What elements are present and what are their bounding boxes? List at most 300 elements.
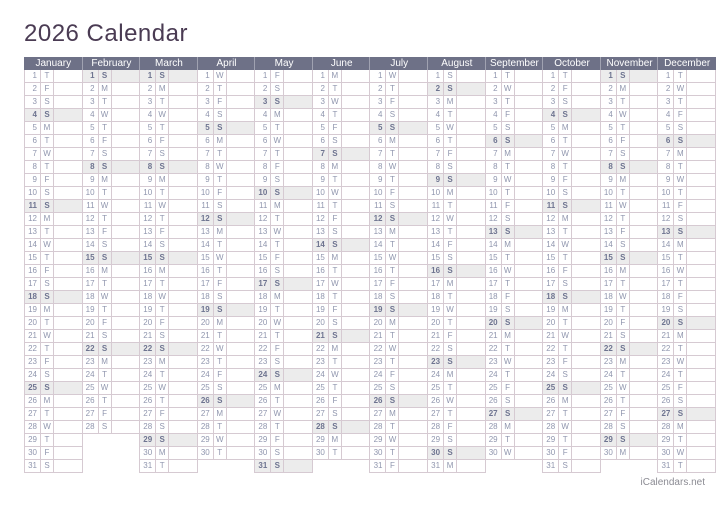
day-note: [283, 135, 313, 148]
day-number: 3: [254, 96, 270, 109]
day-number: 7: [657, 148, 673, 161]
day-note: [686, 122, 716, 135]
day-row: [312, 148, 371, 161]
day-row: [82, 304, 141, 317]
day-row: [427, 83, 486, 96]
day-note: [111, 226, 141, 239]
day-row: [312, 187, 371, 200]
day-row: [24, 330, 83, 343]
day-row: [542, 343, 601, 356]
day-row: [197, 317, 256, 330]
day-row: [657, 252, 716, 265]
day-row: [542, 96, 601, 109]
day-letter: T: [213, 265, 226, 278]
day-note: [571, 122, 601, 135]
day-number: 21: [312, 330, 328, 343]
day-note: [571, 96, 601, 109]
day-number: 3: [427, 96, 443, 109]
day-row: [600, 135, 659, 148]
day-letter: S: [155, 434, 168, 447]
day-letter: F: [443, 421, 456, 434]
day-number: 18: [657, 291, 673, 304]
day-letter: T: [98, 187, 111, 200]
day-row: [485, 395, 544, 408]
day-number: 21: [427, 330, 443, 343]
day-number: 11: [197, 200, 213, 213]
day-letter: S: [270, 83, 283, 96]
day-number: 17: [197, 278, 213, 291]
day-row: [427, 70, 486, 83]
day-note: [629, 395, 659, 408]
day-number: 12: [600, 213, 616, 226]
day-letter: T: [385, 330, 398, 343]
day-row: [427, 330, 486, 343]
day-row: [254, 447, 313, 460]
day-note: [341, 252, 371, 265]
day-row: [312, 83, 371, 96]
day-row: [254, 213, 313, 226]
day-number: 27: [312, 408, 328, 421]
day-note: [168, 187, 198, 200]
day-letter: S: [673, 317, 686, 330]
day-number: 21: [254, 330, 270, 343]
day-row: [139, 447, 198, 460]
day-row: [427, 135, 486, 148]
day-note: [283, 395, 313, 408]
day-letter: T: [501, 278, 514, 291]
day-row: [139, 187, 198, 200]
day-note: [226, 200, 256, 213]
day-row: [600, 317, 659, 330]
day-row: [657, 122, 716, 135]
day-number: 28: [197, 421, 213, 434]
day-note: [629, 96, 659, 109]
day-row: [657, 291, 716, 304]
day-number: 30: [24, 447, 40, 460]
day-number: 15: [657, 252, 673, 265]
day-number: 22: [485, 343, 501, 356]
day-row: [542, 148, 601, 161]
day-letter: W: [213, 343, 226, 356]
day-letter: T: [673, 460, 686, 473]
day-number: 2: [542, 83, 558, 96]
day-row: [254, 304, 313, 317]
day-row: [542, 252, 601, 265]
day-note: [398, 187, 428, 200]
day-letter: F: [328, 213, 341, 226]
day-note: [341, 239, 371, 252]
day-number: 7: [197, 148, 213, 161]
day-row: [139, 213, 198, 226]
day-note: [629, 434, 659, 447]
day-number: 3: [542, 96, 558, 109]
day-number: 15: [600, 252, 616, 265]
day-row: [657, 213, 716, 226]
day-letter: T: [673, 369, 686, 382]
day-row: [82, 291, 141, 304]
day-note: [111, 187, 141, 200]
day-row: [427, 382, 486, 395]
day-row: [657, 317, 716, 330]
day-row: [254, 200, 313, 213]
day-number: 9: [312, 174, 328, 187]
day-letter: W: [270, 226, 283, 239]
day-number: 18: [82, 291, 98, 304]
day-number: 23: [197, 356, 213, 369]
day-letter: T: [558, 434, 571, 447]
day-letter: S: [501, 395, 514, 408]
day-row: [657, 200, 716, 213]
day-number: 6: [427, 135, 443, 148]
day-number: 12: [254, 213, 270, 226]
day-letter: W: [98, 291, 111, 304]
day-row: [542, 122, 601, 135]
day-number: 7: [427, 148, 443, 161]
day-letter: M: [328, 161, 341, 174]
day-number: 11: [485, 200, 501, 213]
day-letter: T: [501, 187, 514, 200]
day-number: 3: [82, 96, 98, 109]
day-number: 1: [82, 70, 98, 83]
day-letter: T: [213, 148, 226, 161]
day-number: 21: [542, 330, 558, 343]
day-number: 21: [24, 330, 40, 343]
day-letter: S: [270, 356, 283, 369]
day-number: 18: [312, 291, 328, 304]
day-number: 4: [369, 109, 385, 122]
day-number: 21: [82, 330, 98, 343]
day-letter: M: [98, 265, 111, 278]
day-row: [542, 70, 601, 83]
day-note: [571, 421, 601, 434]
day-note: [456, 148, 486, 161]
day-number: 30: [254, 447, 270, 460]
day-letter: S: [98, 161, 111, 174]
day-note: [686, 421, 716, 434]
day-letter: T: [673, 161, 686, 174]
day-row: [312, 278, 371, 291]
day-row: [254, 460, 313, 473]
day-row: [600, 434, 659, 447]
day-note: [629, 213, 659, 226]
day-number: 10: [542, 187, 558, 200]
day-note: [398, 265, 428, 278]
day-letter: S: [270, 460, 283, 473]
day-number: 24: [427, 369, 443, 382]
day-number: 7: [24, 148, 40, 161]
day-row: [312, 174, 371, 187]
day-letter: M: [443, 96, 456, 109]
day-note: [629, 252, 659, 265]
day-letter: T: [558, 252, 571, 265]
day-letter: T: [558, 226, 571, 239]
day-number: 25: [139, 382, 155, 395]
day-row: [82, 135, 141, 148]
day-note: [226, 174, 256, 187]
day-number: 31: [542, 460, 558, 473]
day-note: [341, 161, 371, 174]
day-number: 19: [197, 304, 213, 317]
day-number: 27: [82, 408, 98, 421]
day-number: 8: [139, 161, 155, 174]
day-note: [168, 278, 198, 291]
day-letter: S: [616, 330, 629, 343]
day-number: 6: [542, 135, 558, 148]
day-number: 30: [600, 447, 616, 460]
day-number: 31: [139, 460, 155, 473]
day-letter: T: [385, 265, 398, 278]
day-letter: S: [385, 213, 398, 226]
day-note: [341, 122, 371, 135]
day-note: [686, 83, 716, 96]
day-letter: T: [270, 421, 283, 434]
day-note: [629, 148, 659, 161]
month-column-may: [254, 57, 313, 473]
day-letter: F: [443, 148, 456, 161]
day-number: 28: [657, 421, 673, 434]
day-number: 11: [82, 200, 98, 213]
day-row: [485, 135, 544, 148]
day-letter: S: [443, 434, 456, 447]
day-row: [542, 135, 601, 148]
day-letter: F: [328, 122, 341, 135]
day-row: [254, 291, 313, 304]
day-row: [657, 161, 716, 174]
day-letter: T: [443, 382, 456, 395]
day-letter: W: [328, 278, 341, 291]
day-number: 20: [542, 317, 558, 330]
day-number: 12: [82, 213, 98, 226]
day-letter: S: [270, 278, 283, 291]
day-number: 9: [82, 174, 98, 187]
day-row: [600, 330, 659, 343]
day-number: 22: [600, 343, 616, 356]
day-number: 31: [427, 460, 443, 473]
day-letter: M: [385, 135, 398, 148]
day-row: [542, 239, 601, 252]
day-row: [254, 161, 313, 174]
day-number: 30: [427, 447, 443, 460]
day-note: [226, 447, 256, 460]
day-number: 2: [24, 83, 40, 96]
day-note: [283, 447, 313, 460]
day-row: [254, 434, 313, 447]
day-note: [514, 382, 544, 395]
month-column-september: [485, 57, 544, 460]
day-letter: F: [98, 408, 111, 421]
day-number: 5: [24, 122, 40, 135]
day-row: [197, 122, 256, 135]
day-letter: T: [558, 161, 571, 174]
day-number: 27: [485, 408, 501, 421]
day-note: [571, 382, 601, 395]
day-row: [369, 265, 428, 278]
day-number: 19: [427, 304, 443, 317]
day-row: [542, 187, 601, 200]
day-letter: W: [98, 200, 111, 213]
day-note: [686, 252, 716, 265]
day-number: 25: [24, 382, 40, 395]
day-letter: S: [328, 135, 341, 148]
day-letter: W: [616, 382, 629, 395]
day-note: [456, 382, 486, 395]
day-row: [24, 421, 83, 434]
day-row: [312, 265, 371, 278]
day-note: [111, 70, 141, 83]
day-letter: W: [328, 96, 341, 109]
day-number: 15: [254, 252, 270, 265]
day-note: [53, 109, 83, 122]
day-number: 12: [427, 213, 443, 226]
day-letter: W: [501, 356, 514, 369]
day-number: 11: [139, 200, 155, 213]
day-letter: W: [501, 265, 514, 278]
day-row: [369, 226, 428, 239]
day-letter: S: [98, 421, 111, 434]
day-number: 13: [427, 226, 443, 239]
day-letter: F: [40, 447, 53, 460]
day-letter: M: [40, 304, 53, 317]
month-column-february: [82, 57, 141, 434]
day-letter: T: [673, 70, 686, 83]
day-note: [341, 83, 371, 96]
day-row: [657, 70, 716, 83]
day-row: [600, 265, 659, 278]
day-letter: F: [616, 408, 629, 421]
day-row: [197, 304, 256, 317]
day-letter: S: [616, 239, 629, 252]
day-row: [542, 278, 601, 291]
day-row: [24, 83, 83, 96]
day-row: [657, 148, 716, 161]
day-number: 20: [427, 317, 443, 330]
day-letter: F: [40, 83, 53, 96]
day-row: [542, 213, 601, 226]
day-row: [24, 278, 83, 291]
day-row: [485, 83, 544, 96]
day-note: [686, 395, 716, 408]
day-note: [111, 265, 141, 278]
day-note: [168, 265, 198, 278]
day-note: [571, 369, 601, 382]
day-letter: T: [98, 278, 111, 291]
day-letter: T: [443, 408, 456, 421]
day-letter: M: [155, 83, 168, 96]
day-letter: M: [270, 200, 283, 213]
day-number: 4: [600, 109, 616, 122]
day-number: 22: [24, 343, 40, 356]
day-letter: W: [40, 421, 53, 434]
day-letter: M: [385, 226, 398, 239]
day-letter: W: [270, 408, 283, 421]
day-note: [283, 174, 313, 187]
day-note: [398, 213, 428, 226]
day-row: [657, 330, 716, 343]
day-row: [657, 395, 716, 408]
day-number: 19: [600, 304, 616, 317]
day-row: [485, 408, 544, 421]
day-row: [24, 213, 83, 226]
day-letter: T: [443, 200, 456, 213]
day-number: 15: [24, 252, 40, 265]
day-row: [82, 148, 141, 161]
month-column-december: [657, 57, 716, 473]
day-row: [600, 421, 659, 434]
day-note: [514, 434, 544, 447]
day-row: [657, 187, 716, 200]
day-letter: S: [98, 148, 111, 161]
day-letter: W: [40, 148, 53, 161]
day-number: 27: [427, 408, 443, 421]
day-number: 13: [82, 226, 98, 239]
day-letter: T: [558, 317, 571, 330]
day-number: 27: [657, 408, 673, 421]
day-letter: M: [385, 408, 398, 421]
day-number: 2: [254, 83, 270, 96]
month-header: September: [485, 57, 544, 70]
day-row: [254, 395, 313, 408]
day-number: 11: [254, 200, 270, 213]
day-number: 4: [542, 109, 558, 122]
day-note: [686, 187, 716, 200]
day-note: [53, 408, 83, 421]
day-note: [629, 187, 659, 200]
day-row: [600, 343, 659, 356]
day-number: 24: [600, 369, 616, 382]
day-number: 17: [24, 278, 40, 291]
day-number: 24: [139, 369, 155, 382]
day-row: [312, 70, 371, 83]
day-number: 9: [254, 174, 270, 187]
day-row: [82, 421, 141, 434]
day-row: [485, 291, 544, 304]
day-note: [514, 213, 544, 226]
day-letter: W: [385, 252, 398, 265]
day-note: [53, 447, 83, 460]
day-letter: T: [616, 96, 629, 109]
day-number: 2: [139, 83, 155, 96]
day-note: [456, 213, 486, 226]
day-row: [24, 291, 83, 304]
day-note: [571, 161, 601, 174]
day-row: [600, 96, 659, 109]
day-note: [341, 304, 371, 317]
day-number: 7: [542, 148, 558, 161]
day-row: [312, 304, 371, 317]
day-row: [312, 135, 371, 148]
day-note: [456, 109, 486, 122]
day-row: [427, 395, 486, 408]
day-number: 23: [312, 356, 328, 369]
day-row: [657, 239, 716, 252]
day-number: 23: [600, 356, 616, 369]
day-letter: S: [328, 239, 341, 252]
day-number: 5: [139, 122, 155, 135]
day-row: [369, 213, 428, 226]
day-note: [629, 226, 659, 239]
day-letter: T: [270, 304, 283, 317]
day-number: 31: [24, 460, 40, 473]
day-number: 23: [542, 356, 558, 369]
day-note: [571, 174, 601, 187]
day-row: [82, 317, 141, 330]
day-letter: F: [270, 161, 283, 174]
day-letter: S: [328, 317, 341, 330]
day-row: [254, 122, 313, 135]
day-letter: T: [673, 278, 686, 291]
day-row: [139, 356, 198, 369]
day-number: 1: [24, 70, 40, 83]
